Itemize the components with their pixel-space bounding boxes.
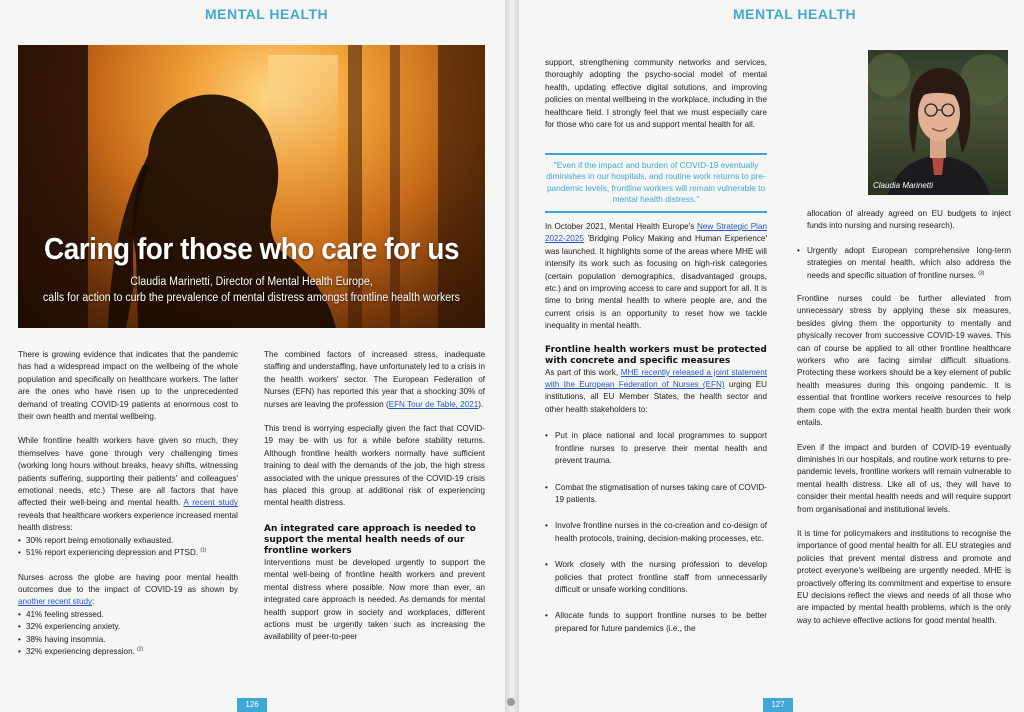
stats-list-1	[18, 535, 238, 560]
text-span: Nurses across the globe are having poor mental health outcomes due to the impact of COVID-19 as shown by	[18, 572, 238, 594]
measures-list-continued	[797, 245, 1011, 282]
paragraph: This trend is worrying especially given the fact that COVID-19 may be with us for a while before stability returns. Although frontline health workers normally have sufficient training to deal with the demands of the job, the high stress associated with the unique pressures of the COVID-19 crisis has placed this group at additional risk of experiencing mental health distress.	[264, 424, 485, 508]
hero-byline-line2: calls for action to curb the prevalence of mental distress amongst frontline health workers	[43, 292, 460, 304]
paragraph	[545, 367, 767, 417]
column-2	[264, 349, 485, 644]
paragraph: Interventions must be developed urgently to support the mental well-being of frontline health workers and prevent mental distress where possible. Now more than ever, an integrated care approach is needed. As demands for mental health support grow in society and workplaces, different actions must be urgently taken such as increasing the availability of peer-to-peer	[264, 557, 485, 642]
efn-tour-link[interactable]: EFN Tour de Table, 2021	[388, 399, 479, 409]
list-item	[18, 547, 238, 559]
paragraph: allocation of already agreed on EU budgets to inject funds into nursing and nursing research).	[807, 209, 1011, 231]
book-gutter	[505, 0, 519, 712]
section-heading: An integrated care approach is needed to support the mental health needs of our frontline workers	[264, 523, 476, 556]
another-study-link[interactable]: another recent study	[18, 597, 93, 607]
author-photo	[868, 50, 1008, 195]
paragraph	[545, 221, 767, 333]
hero-byline-line1: Claudia Marinetti, Director of Mental Health Europe,	[130, 276, 373, 288]
photo-caption: Claudia Marinetti	[873, 181, 934, 190]
running-header-right: MENTAL HEALTH	[733, 6, 857, 22]
paragraph: support, strengthening community networks and services, thoroughly adopting the psycho-social model of mental health, updating effective digital solutions, and improving policies on mental wellbeing in the workplace, including in the healthcare field. I strongly feel that we must especially care for those who care for us and support mental health for all.	[545, 58, 767, 130]
column-3	[545, 221, 767, 649]
footnote-ref: (2)	[137, 646, 144, 653]
list-text: 38% having insomnia.	[26, 634, 106, 644]
list-text: 32% experiencing anxiety.	[26, 622, 121, 632]
page-indicator-dot[interactable]	[507, 698, 515, 706]
section-heading: Frontline health workers must be protected with concrete and specific measures	[545, 344, 767, 366]
list-item	[18, 634, 238, 646]
list-text: 51% report experiencing depression and PTSD.	[26, 548, 199, 558]
recent-study-link[interactable]: A recent study	[183, 498, 238, 508]
list-item: • Put in place national and local programmes to support frontline nurses to preserve their mental health and prevent trauma.	[545, 430, 767, 467]
list-text: 30% report being emotionally exhausted.	[26, 535, 174, 545]
text-span: In October 2021, Mental Health Europe's	[545, 222, 695, 231]
list-item	[18, 646, 238, 658]
list-item	[18, 609, 238, 621]
list-text: 32% experiencing depression.	[26, 646, 135, 656]
list-item: • Involve frontline nurses in the co-creation and co-design of health protocols, training, decision-making processes, etc.	[545, 520, 767, 545]
footnote-ref: (1)	[200, 547, 207, 554]
text-span: :	[92, 597, 95, 607]
paragraph: Even if the impact and burden of COVID-19 eventually diminishes in our hospitals, and routine work returns to pre-pandemic levels, frontline workers will remain vulnerable to mental health distress. Like all of us, they will have to consider their mental health needs and will require support from organisational and institutional levels.	[797, 442, 1011, 514]
page-number-left: 126	[237, 698, 267, 712]
text-span: The combined factors of increased stress, inadequate staffing and understaffing, have unfortunately led to a crisis in the health workers' sector. The European Federation of Nurses (EFN) has reported this year that a shocking 30% of nurses are leaving the profession (	[264, 350, 485, 409]
column-3-top	[545, 57, 767, 131]
page-number-right: 127	[763, 698, 793, 712]
paragraph: Frontline nurses could be further alleviated from unnecessary stress by applying these six measures, besides giving them the opportunity to mentally and physically recover from successive COVID-19 waves. This can of course be applied to all other frontline healthcare workers who are facing similar difficult situations. Protecting these workers should be a key element of public health measures during this ongoing pandemic. It is essential that frontline workers receive resources to help them cope with the extra mental health burden their work entails.	[797, 294, 1011, 428]
text-span: reveals that healthcare workers experience increased mental health distress:	[18, 510, 238, 533]
measures-list	[545, 430, 767, 635]
text-span: While frontline health workers have given so much, they themselves have gone through very challenging times (working long hours without breaks, heavy shifts, witnessing patients suffering, supporting their patients' and colleagues' emotional needs, etc.) These are all factors that have affected their well-being and mental health.	[18, 436, 238, 508]
paragraph: It is time for policymakers and institutions to recognise the importance of good mental health for all. EU strategies and policies that prevent mental distress and promote and protect everyone's wellbeing are urgently needed. MHE is proactively offering its commitment and expertise to ensure EU decisions reflect the views and needs of all those who are impacted by mental health problems, which is the only way to achieve effective actions for good mental health.	[797, 528, 1011, 625]
list-item	[18, 621, 238, 633]
column-1	[18, 349, 238, 658]
running-header-left: MENTAL HEALTH	[205, 6, 329, 22]
column-4	[797, 208, 1011, 627]
list-item	[18, 535, 238, 547]
joint-statement-link[interactable]: MHE recently released a joint statement with the European Federation of Nurses (EFN)	[545, 367, 768, 390]
list-item: • Allocate funds to support frontline nurses to be better prepared for future pandemics (i.e., the	[545, 610, 767, 635]
text-span: 'Bridging Policy Making and Human Experience' was launched. It highlights some of the areas where MHE will intensify its work such as focusing on high-risk categories (certain population demographics, disadvantaged groups, etc.) and on improving access to care and support for all. It is time to bring mental health to where people are, and the current crisis is an opportunity to reset how we tackle inequality in mental health.	[545, 234, 767, 331]
strategic-plan-link[interactable]: New Strategic Plan 2022-2025	[545, 222, 767, 244]
paragraph: There is growing evidence that indicates that the pandemic has had a widespread impact on the wellbeing of the whole population and specifically on healthcare workers. The latter are the ones who have risen up to the unprecedented demand of treating COVID-19 patients at enormous cost to their own health and mental wellbeing.	[18, 350, 238, 422]
paragraph	[18, 572, 238, 609]
list-item: • Combat the stigmatisation of nurses taking care of COVID-19 patients.	[545, 482, 767, 507]
list-text: 41% feeling stressed.	[26, 609, 104, 619]
stats-list-2	[18, 609, 238, 659]
paragraph	[18, 435, 238, 534]
hero-image	[18, 45, 485, 328]
list-item: • Work closely with the nursing profession to develop policies that protect frontline staff from unnecessarily difficult or unsafe working conditions.	[545, 559, 767, 596]
portrait-illustration	[868, 50, 1008, 195]
text-span: ).	[478, 399, 484, 409]
list-text: Urgently adopt European comprehensive long-term strategies on mental health, which also address the needs and specific situation of frontline nurses.	[807, 245, 1011, 280]
paragraph	[264, 349, 485, 411]
text-span: urging EU institutions, all EU Member States, the health sector and other health stakeholders to:	[545, 380, 767, 414]
text-span: As part of this work,	[545, 367, 619, 377]
article-title: Caring for those who care for us	[43, 231, 460, 266]
footnote-ref: (3)	[978, 269, 985, 276]
pull-quote: "Even if the impact and burden of COVID-19 eventually diminishes in our hospitals, and routine work returns to pre-pandemic levels, frontline workers will remain vulnerable to mental health distress."	[545, 153, 767, 213]
list-item	[797, 245, 1011, 282]
